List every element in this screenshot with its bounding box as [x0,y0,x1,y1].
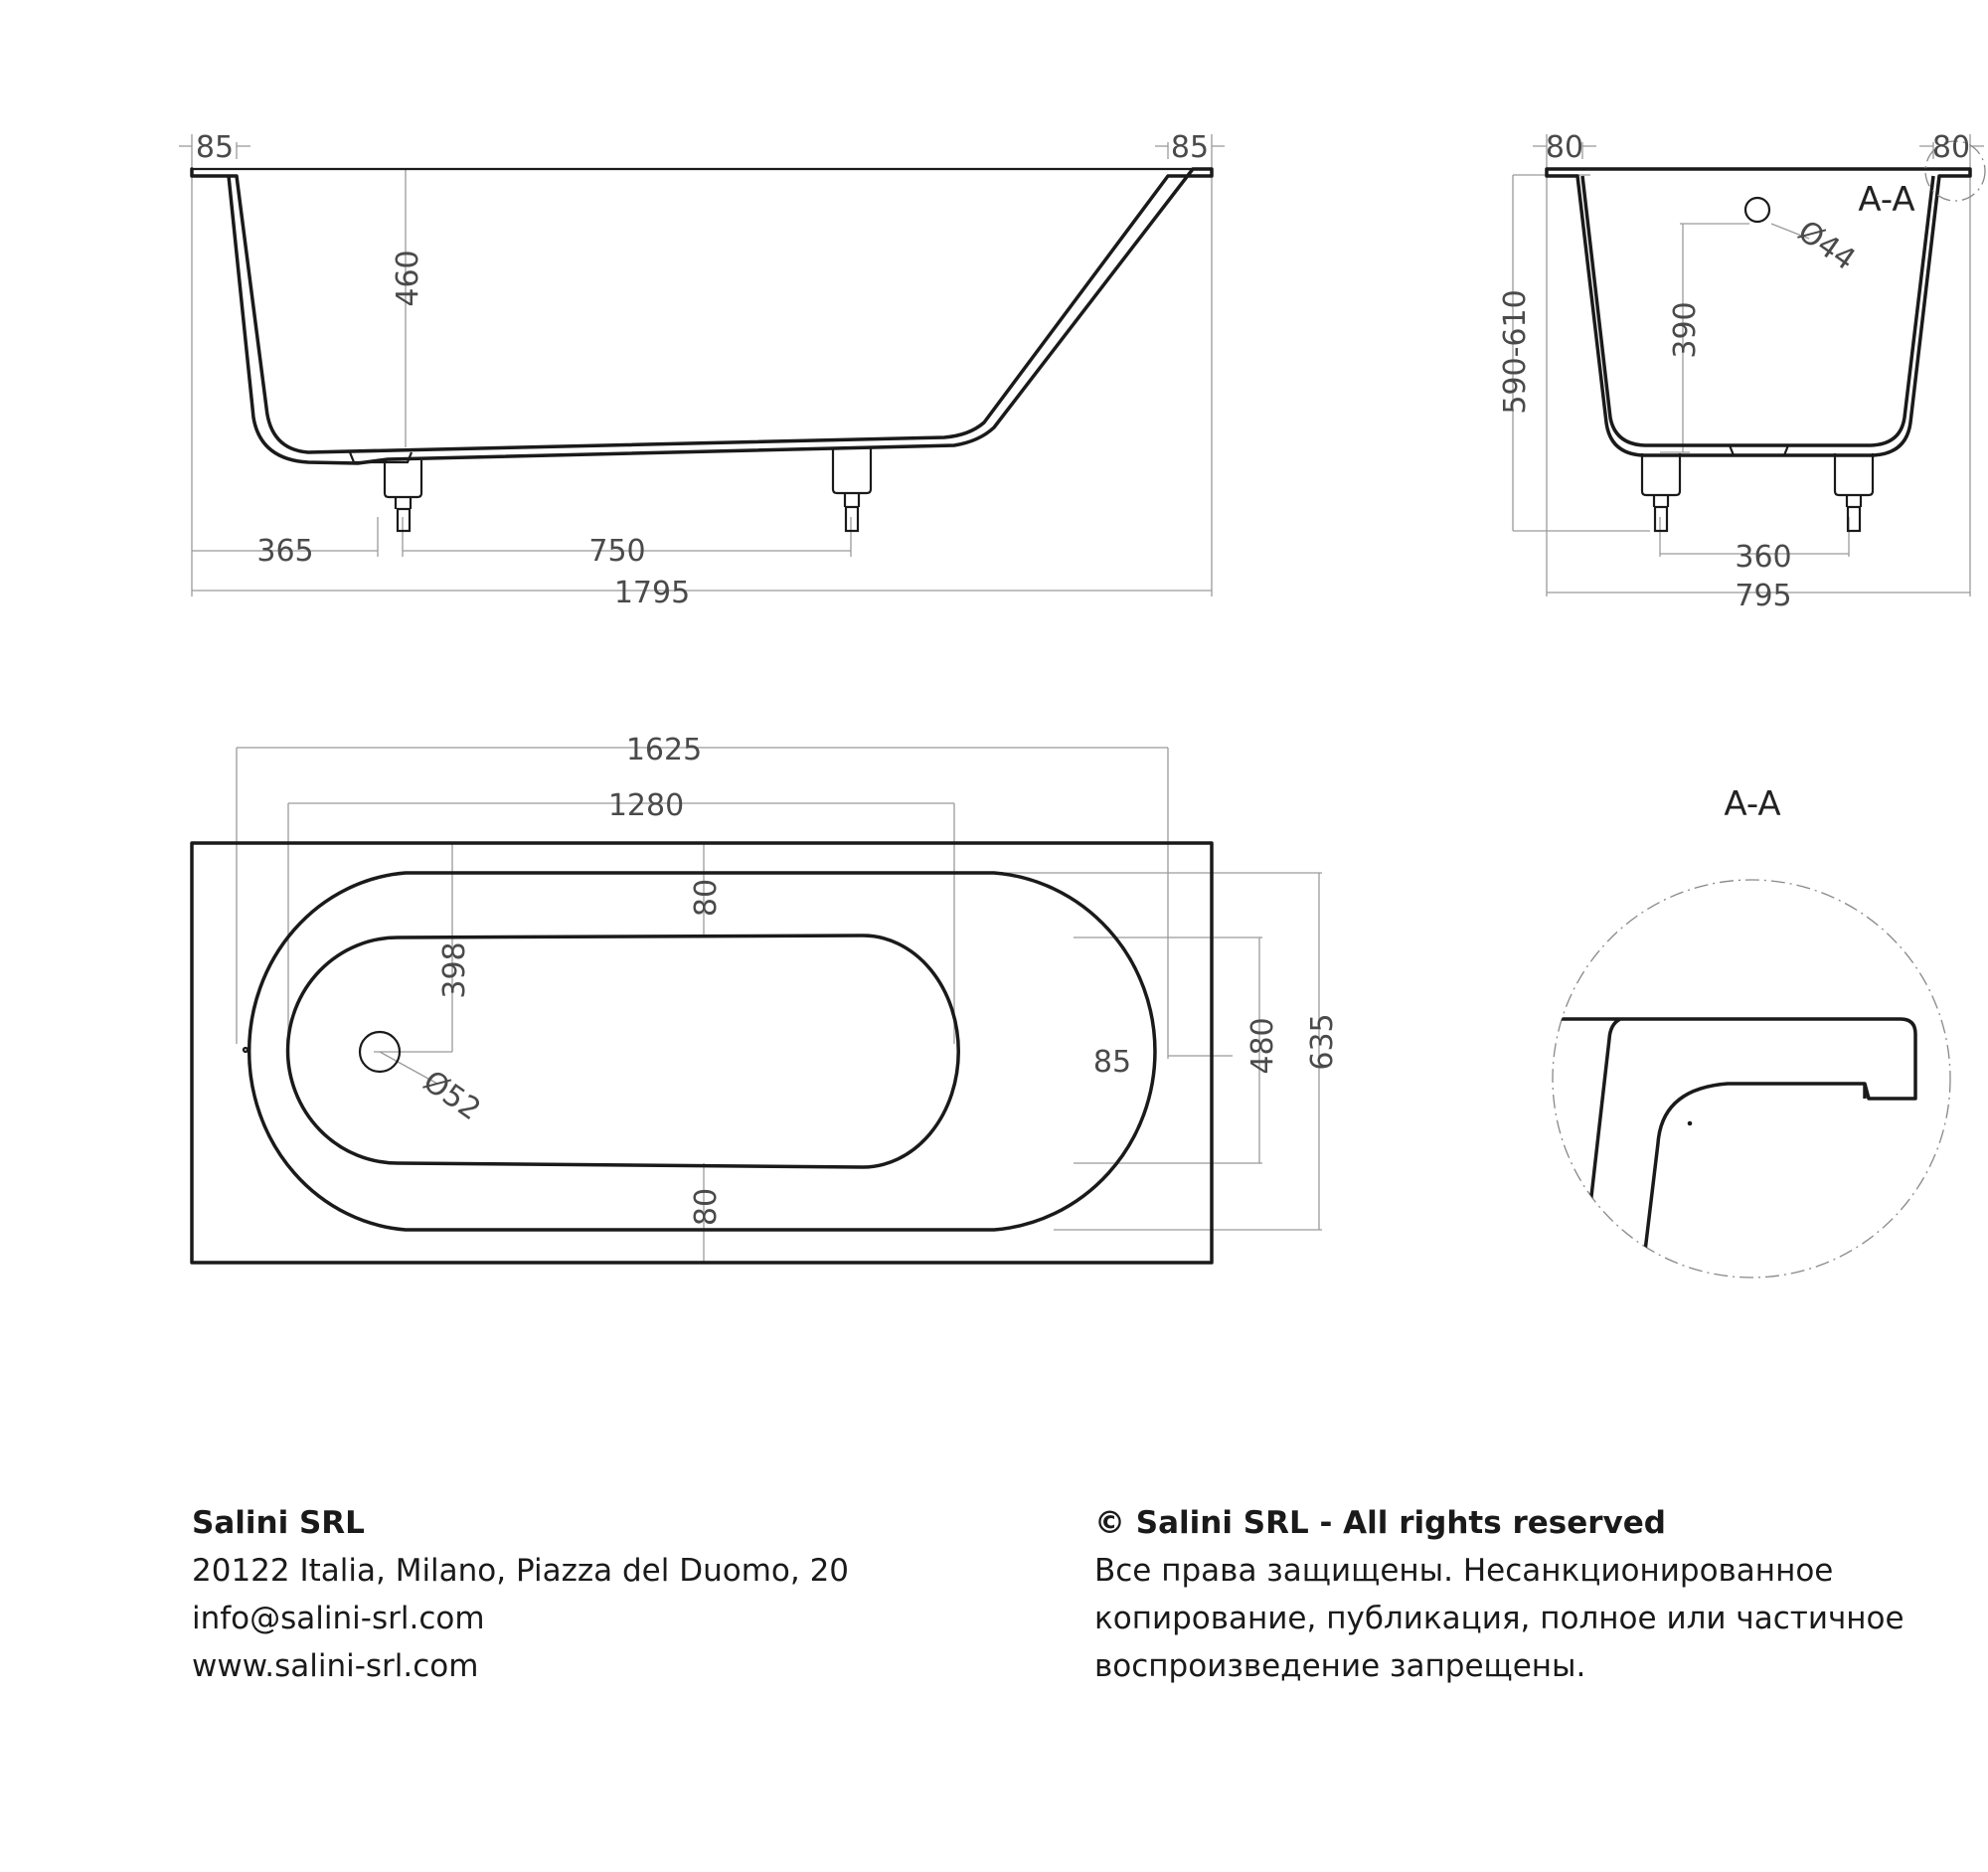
detail-title: A-A [1724,784,1781,824]
inner-width-label: 480 [1245,1017,1280,1075]
top-outer-length-label: 1625 [625,733,703,767]
side-rim-left-label: 85 [195,130,235,165]
top-rim-top-label: 80 [689,878,724,918]
company-name: Salini SRL [192,1505,365,1541]
side-rim-right-label: 85 [1170,130,1210,165]
detail-view [1531,784,1950,1292]
drain-diameter-label: Ø52 [416,1064,487,1128]
side-view [179,130,1225,610]
overflow-height-label: 390 [1668,301,1703,359]
end-foot-right [1835,453,1873,531]
overflow-diameter-label: Ø44 [1791,214,1862,278]
outer-width-label: 635 [1305,1013,1340,1071]
side-total-length-label: 1795 [613,576,691,610]
section-marker-label: A-A [1858,180,1915,220]
end-view [1498,130,1985,613]
end-rim-label: 85 [1092,1045,1132,1080]
side-foot-spacing-label: 750 [588,534,646,569]
company-email[interactable]: info@salini-srl.com [192,1601,485,1636]
side-foot-right [833,447,871,531]
copyright-block [1094,1499,1905,1690]
copyright-title: © Salini SRL - All rights reserved [1094,1505,1666,1541]
end-total-width-label: 795 [1735,579,1792,613]
drain-offset-label: 398 [437,941,472,999]
company-address: 20122 Italia, Milano, Piazza del Duomo, 20 [192,1553,850,1589]
copyright-notice-line: воспроизведение запрещены. [1094,1648,1586,1684]
copyright-notice-line: Все права защищены. Несанкционированное [1094,1553,1834,1589]
side-foot-offset-label: 365 [256,534,314,569]
end-rim-left-label: 80 [1545,130,1584,165]
end-foot-left [1642,453,1680,531]
detail-profile [1531,1019,1915,1292]
company-info [192,1499,849,1690]
side-tub-outer [192,169,1212,463]
detail-circle [1553,880,1950,1277]
top-rim-bottom-label: 80 [689,1187,724,1227]
end-total-height-label: 590-610 [1498,289,1533,415]
company-website[interactable]: www.salini-srl.com [192,1648,479,1684]
end-foot-spacing-label: 360 [1735,540,1792,575]
copyright-notice-line: копирование, публикация, полное или частичное [1094,1601,1905,1636]
side-depth-label: 460 [391,250,425,307]
top-inner-length-label: 1280 [607,788,685,823]
end-rim-right-label: 80 [1931,130,1971,165]
overflow-hole [1745,198,1769,222]
top-view [192,733,1340,1263]
